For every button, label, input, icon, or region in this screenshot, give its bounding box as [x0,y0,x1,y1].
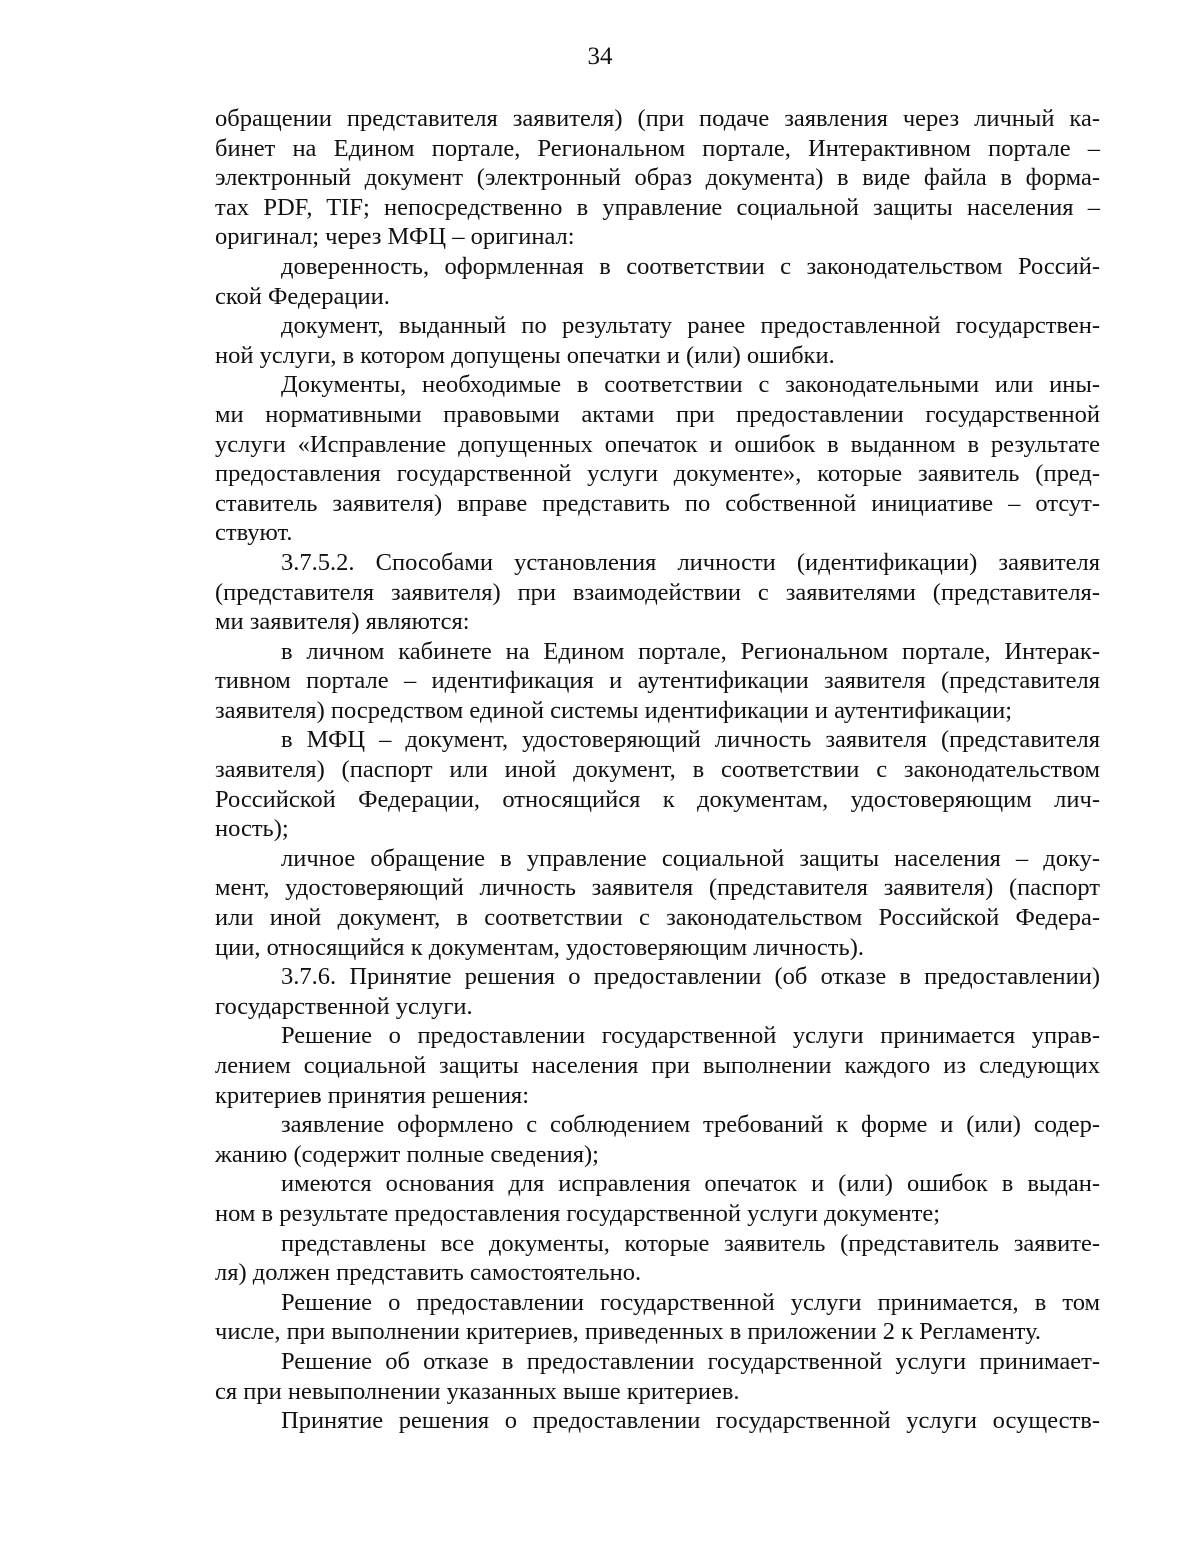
text-line: ствуют. [215,519,293,547]
text-line: бинет на Едином портале, Региональном портале, Интерактивном портале – [215,134,1100,162]
text-line: ной услуги, в котором допущены опечатки и (или) ошибки. [215,341,835,369]
text-line: государственной услуги. [215,992,473,1020]
text-line: заявление оформлено с соблюдением требований к форме и (или) содер- [281,1111,1100,1139]
text-line: электронный документ (электронный образ документа) в виде файла в форма- [215,164,1100,192]
text-line: личное обращение в управление социальной защиты населения – доку- [281,844,1100,872]
text-line: числе, при выполнении критериев, приведенных в приложении 2 к Регламенту. [215,1318,1041,1346]
text-line: жанию (содержит полные сведения); [215,1140,599,1168]
text-line: (представителя заявителя) при взаимодействии с заявителями (представителя- [215,578,1100,606]
text-line: имеются основания для исправления опечаток и (или) ошибок в выдан- [281,1170,1100,1198]
text-line: Решение о предоставлении государственной услуги принимается управ- [281,1022,1100,1050]
text-line: ном в результате предоставления государственной услуги документе; [215,1199,941,1227]
text-line: документ, выданный по результату ранее предоставленной государствен- [281,312,1100,340]
text-line: тах PDF, TIF; непосредственно в управление социальной защиты населения – [215,193,1100,221]
text-line: ми заявителя) являются: [215,608,470,636]
text-line: ской Федерации. [215,282,390,310]
text-line: ставитель заявителя) вправе представить по собственной инициативе – отсут- [215,489,1100,517]
text-line: заявителя) (паспорт или иной документ, в соответствии с законодательством [215,756,1100,784]
text-line: в МФЦ – документ, удостоверяющий личность заявителя (представителя [281,726,1100,754]
text-line: или иной документ, в соответствии с законодательством Российской Федера- [215,904,1100,932]
text-line: 3.7.5.2. Способами установления личности (идентификации) заявителя [281,548,1100,576]
text-line: доверенность, оформленная в соответствии с законодательством Россий- [281,252,1100,280]
text-line: Документы, необходимые в соответствии с законодательными или ины- [281,371,1100,399]
page-number: 34 [587,43,613,70]
text-line: обращении представителя заявителя) (при подаче заявления через личный ка- [215,105,1100,132]
text-line: Решение о предоставлении государственной услуги принимается, в том [281,1288,1100,1316]
text-line: мент, удостоверяющий личность заявителя (представителя заявителя) (паспорт [215,874,1100,902]
text-line: услуги «Исправление допущенных опечаток и ошибок в выданном в результате [215,430,1100,458]
text-line: Российской Федерации, относящийся к документам, удостоверяющим лич- [215,785,1100,813]
text-line: предоставления государственной услуги документе», которые заявитель (пред- [215,460,1100,488]
text-line: представлены все документы, которые заявитель (представитель заявите- [281,1229,1100,1257]
text-line: лением социальной защиты населения при выполнении каждого из следующих [215,1052,1100,1079]
text-line: ции, относящийся к документам, удостоверяющим личность). [215,933,864,961]
text-line: оригинал; через МФЦ – оригинал: [215,223,575,251]
text-line: критериев принятия решения: [215,1081,530,1109]
text-line: ми нормативными правовыми актами при предоставлении государственной [215,400,1100,428]
text-line: в личном кабинете на Едином портале, Региональном портале, Интерак- [281,637,1100,665]
document-body [215,104,1100,1436]
text-line: Принятие решения о предоставлении государственной услуги осуществ- [281,1407,1100,1435]
text-line: ность); [215,815,289,843]
text-line: Решение об отказе в предоставлении государственной услуги принимает- [281,1347,1100,1375]
text-line: тивном портале – идентификация и аутентификации заявителя (представителя [215,667,1100,695]
text-line: ся при невыполнении указанных выше критериев. [215,1377,740,1405]
text-line: заявителя) посредством единой системы идентификации и аутентификации; [215,696,1013,724]
text-line: 3.7.6. Принятие решения о предоставлении (об отказе в предоставлении) [281,963,1100,991]
text-line: ля) должен представить самостоятельно. [215,1259,642,1287]
